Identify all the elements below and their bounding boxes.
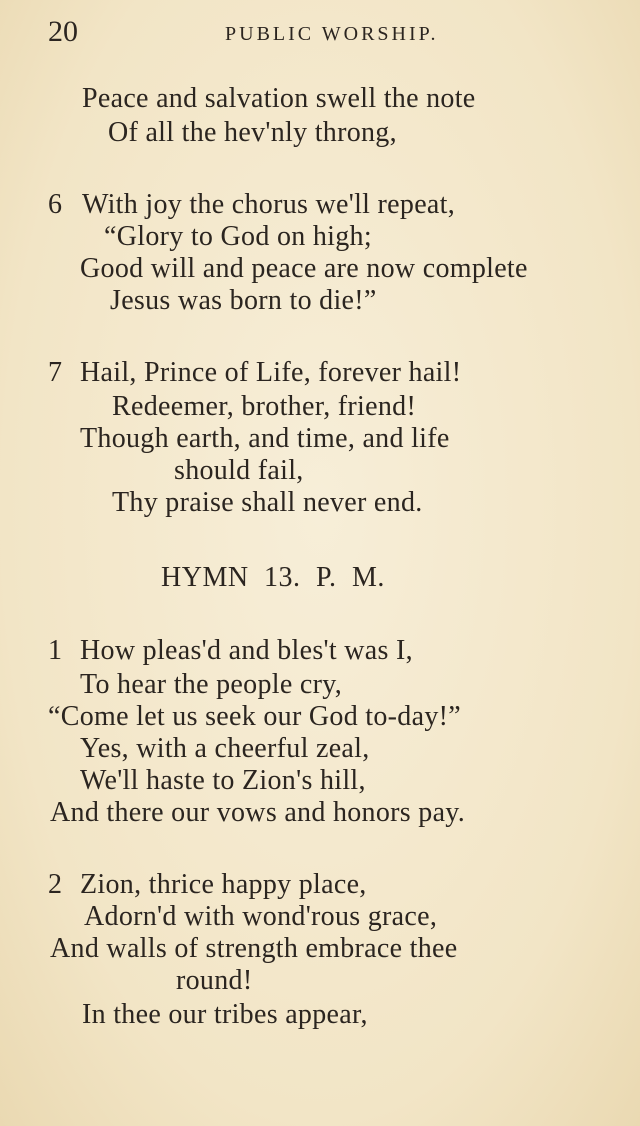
stanza-number: 1: [48, 635, 62, 666]
stanza-number: 6: [48, 189, 62, 220]
verse-line: round!: [176, 965, 253, 996]
verse-line: In thee our tribes appear,: [82, 999, 368, 1030]
verse-line: And there our vows and honors pay.: [50, 797, 466, 828]
verse-line: We'll haste to Zion's hill,: [80, 765, 366, 796]
hymn-title: HYMN 13. P. M.: [161, 562, 385, 593]
verse-line: Zion, thrice happy place,: [80, 869, 367, 900]
verse-line: And walls of strength embrace thee: [50, 933, 458, 964]
verse-line: Thy praise shall never end.: [112, 487, 423, 518]
verse-line: Jesus was born to die!”: [110, 285, 377, 316]
stanza-number: 2: [48, 869, 62, 900]
verse-line: Though earth, and time, and life: [80, 423, 450, 454]
verse-line: Good will and peace are now complete: [80, 253, 528, 284]
page-number: 20: [48, 15, 78, 48]
verse-line: How pleas'd and bles't was I,: [80, 635, 413, 666]
running-title: PUBLIC WORSHIP.: [225, 23, 439, 45]
verse-line: Hail, Prince of Life, forever hail!: [80, 357, 462, 388]
verse-line: Peace and salvation swell the note: [82, 83, 476, 114]
verse-line: Of all the hev'nly throng,: [108, 117, 397, 148]
stanza-number: 7: [48, 357, 62, 388]
verse-line: “Come let us seek our God to-day!”: [48, 701, 461, 732]
verse-line: Redeemer, brother, friend!: [112, 391, 417, 422]
verse-line: To hear the people cry,: [80, 669, 343, 700]
verse-line: With joy the chorus we'll repeat,: [82, 189, 456, 220]
verse-line: Adorn'd with wond'rous grace,: [84, 901, 438, 932]
verse-line: should fail,: [174, 455, 304, 486]
verse-line: “Glory to God on high;: [104, 221, 372, 252]
verse-line: Yes, with a cheerful zeal,: [80, 733, 370, 764]
